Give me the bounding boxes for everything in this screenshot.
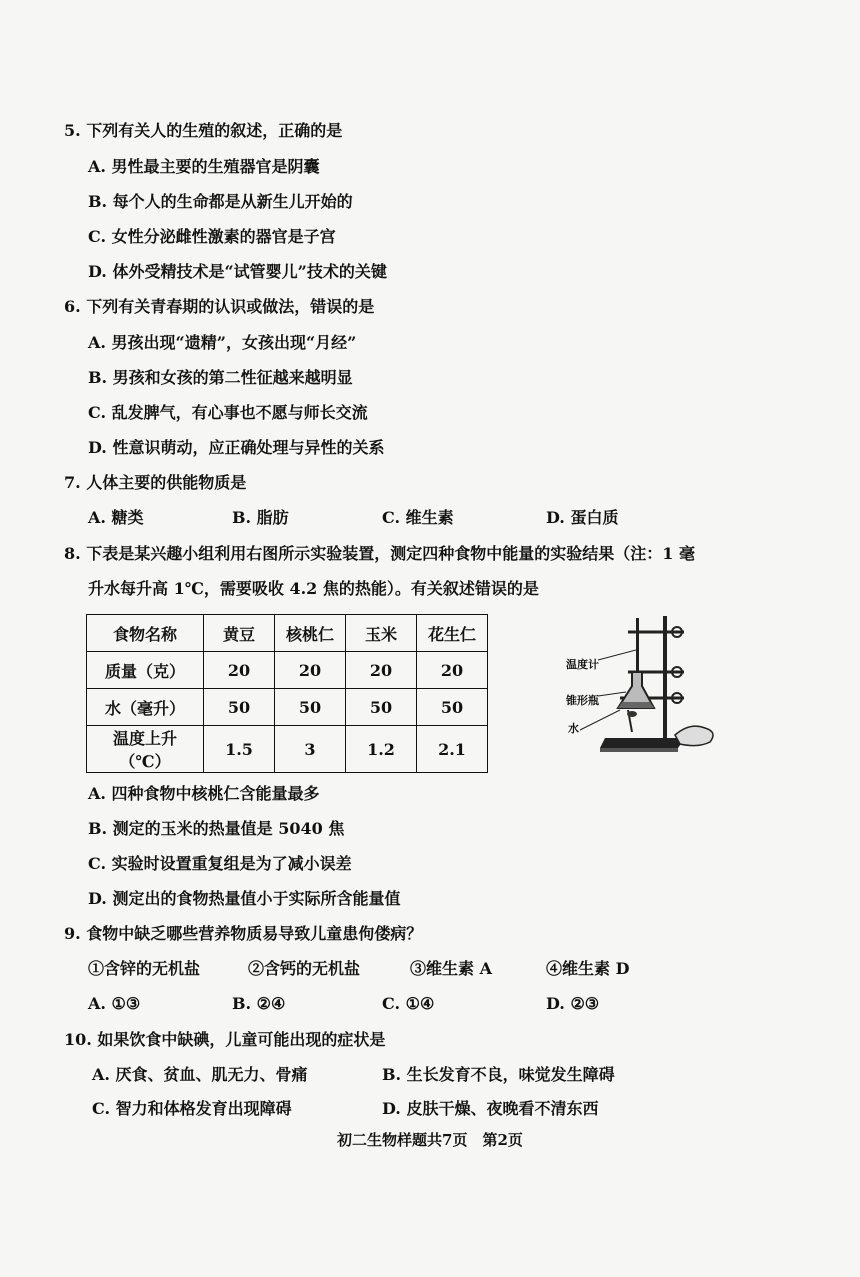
flask-label: 锥形瓶 [566, 694, 599, 707]
question-5-option-a: A. 男性最主要的生殖器官是阴囊 [88, 157, 320, 176]
question-7-option-b: B. 脂肪 [232, 508, 289, 527]
question-9-item-4: ④维生素 D [546, 959, 630, 978]
question-9-option-a: A. ①③ [88, 994, 141, 1013]
table-cell: 50 [275, 689, 346, 726]
table-cell: 20 [417, 652, 488, 689]
table-cell: 温度上升（℃） [87, 726, 204, 773]
table-cell: 水（毫升） [87, 689, 204, 726]
question-8-option-d: D. 测定出的食物热量值小于实际所含能量值 [88, 889, 401, 908]
table-header-cell: 食物名称 [87, 615, 204, 652]
question-9-stem: 9. 食物中缺乏哪些营养物质易导致儿童患佝偻病？ [64, 924, 423, 943]
question-7-stem: 7. 人体主要的供能物质是 [64, 473, 247, 492]
table-header-cell: 黄豆 [204, 615, 275, 652]
question-6-option-a: A. 男孩出现“遗精”，女孩出现“月经” [88, 333, 357, 352]
question-9-option-c: C. ①④ [382, 994, 435, 1013]
question-5-option-b: B. 每个人的生命都是从新生儿开始的 [88, 192, 353, 211]
question-7-option-d: D. 蛋白质 [546, 508, 619, 527]
question-9-item-2: ②含钙的无机盐 [248, 959, 361, 978]
question-7-option-a: A. 糖类 [88, 508, 144, 527]
table-cell: 20 [346, 652, 417, 689]
question-10-stem: 10. 如果饮食中缺碘，儿童可能出现的症状是 [64, 1030, 386, 1049]
question-6-stem: 6. 下列有关青春期的认识或做法，错误的是 [64, 297, 375, 316]
table-header-cell: 玉米 [346, 615, 417, 652]
table-row [87, 689, 488, 726]
page-footer: 初二生物样题共7页 第2页 [337, 1131, 523, 1149]
question-6-option-b: B. 男孩和女孩的第二性征越来越明显 [88, 368, 353, 387]
question-8-option-a: A. 四种食物中核桃仁含能量最多 [88, 784, 320, 803]
question-5-option-d: D. 体外受精技术是“试管婴儿”技术的关键 [88, 262, 387, 281]
table-cell: 质量（克） [87, 652, 204, 689]
question-9-option-d: D. ②③ [546, 994, 600, 1013]
table-header-cell: 核桃仁 [275, 615, 346, 652]
question-10-option-a: A. 厌食、贫血、肌无力、骨痛 [92, 1065, 308, 1084]
question-8-stem-line-1: 8. 下表是某兴趣小组利用右图所示实验装置，测定四种食物中能量的实验结果（注：1 毫 [64, 544, 695, 563]
question-9-item-1: ①含锌的无机盐 [88, 959, 201, 978]
table-row [87, 726, 488, 773]
question-10-option-d: D. 皮肤干燥、夜晚看不清东西 [382, 1099, 599, 1118]
water-label: 水 [568, 722, 579, 735]
question-5-stem: 5. 下列有关人的生殖的叙述，正确的是 [64, 121, 343, 140]
question-9-item-3: ③维生素 A [410, 959, 492, 978]
table-cell: 50 [346, 689, 417, 726]
experiment-apparatus-figure [560, 610, 730, 764]
table-row [87, 652, 488, 689]
question-6-option-d: D. 性意识萌动，应正确处理与异性的关系 [88, 438, 385, 457]
question-9-option-b: B. ②④ [232, 994, 286, 1013]
apparatus-drawing [560, 610, 730, 760]
question-8-option-c: C. 实验时设置重复组是为了减小误差 [88, 854, 352, 873]
table-cell: 20 [275, 652, 346, 689]
table-cell: 2.1 [417, 726, 488, 773]
table-header-cell: 花生仁 [417, 615, 488, 652]
question-7-option-c: C. 维生素 [382, 508, 454, 527]
thermometer-label: 温度计 [566, 658, 599, 671]
food-energy-table [86, 614, 488, 773]
table-cell: 3 [275, 726, 346, 773]
question-8-stem-line-2: 升水每升高 1℃，需要吸收 4.2 焦的热能）。有关叙述错误的是 [88, 579, 539, 598]
question-10-option-c: C. 智力和体格发育出现障碍 [92, 1099, 292, 1118]
table-cell: 1.2 [346, 726, 417, 773]
question-8-option-b: B. 测定的玉米的热量值是 5040 焦 [88, 819, 345, 838]
table-cell: 1.5 [204, 726, 275, 773]
table-header-row [87, 615, 488, 652]
question-5-option-c: C. 女性分泌雌性激素的器官是子宫 [88, 227, 336, 246]
table-cell: 50 [204, 689, 275, 726]
table-cell: 20 [204, 652, 275, 689]
question-10-option-b: B. 生长发育不良，味觉发生障碍 [382, 1065, 615, 1084]
table-cell: 50 [417, 689, 488, 726]
question-6-option-c: C. 乱发脾气，有心事也不愿与师长交流 [88, 403, 368, 422]
